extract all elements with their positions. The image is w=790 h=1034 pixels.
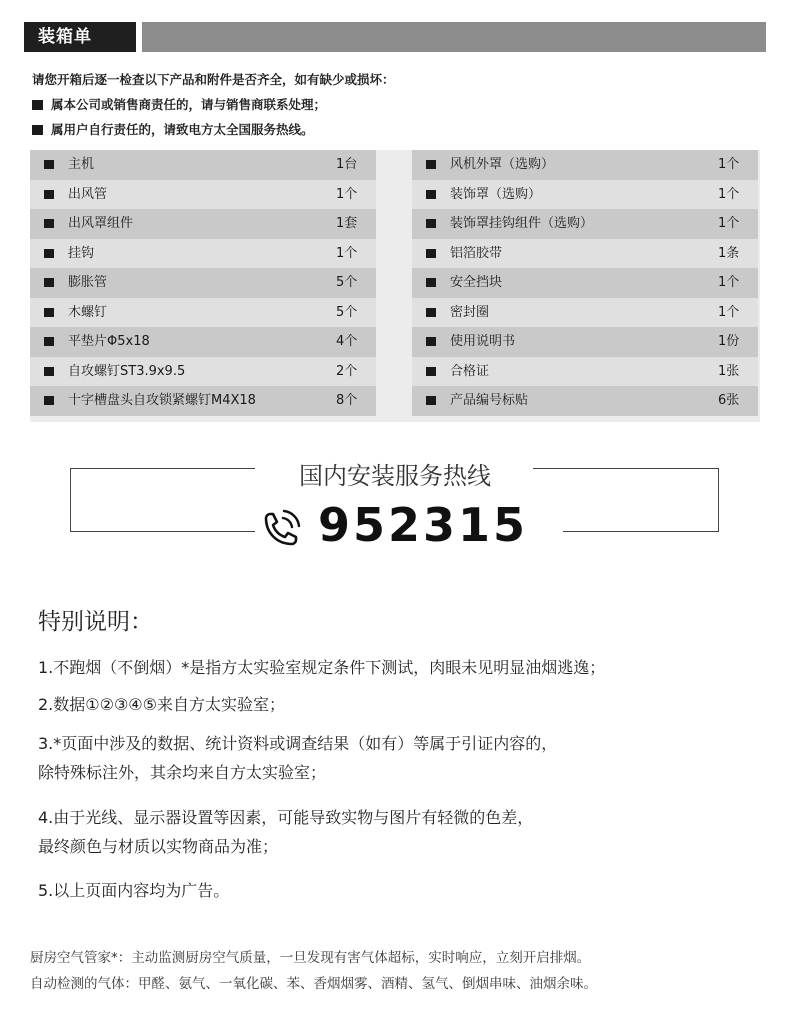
list-item <box>412 357 758 387</box>
intro-line-2 <box>32 95 326 113</box>
list-item <box>412 327 758 357</box>
list-item <box>412 239 758 269</box>
item-qty: 1个 <box>718 216 740 231</box>
note-3-line-1: 3.*页面中涉及的数据、统计资料或调查结果（如有）等属于引证内容的， <box>38 734 558 753</box>
list-item <box>30 298 376 328</box>
item-name: 风机外罩（选购） <box>450 157 555 172</box>
bullet-square-icon <box>426 396 436 405</box>
item-name: 出风管 <box>68 186 108 202</box>
item-qty: 1个 <box>718 304 740 320</box>
bullet-square-icon <box>32 100 43 110</box>
bullet-square-icon <box>426 249 436 258</box>
item-qty: 4个 <box>336 334 358 349</box>
list-item <box>30 150 376 180</box>
bullet-square-icon <box>44 190 54 199</box>
item-name: 密封圈 <box>450 304 490 320</box>
intro-line-2-text: 属本公司或销售商责任的，请与销售商联系处理； <box>51 97 327 112</box>
bullet-square-icon <box>426 367 436 376</box>
bullet-square-icon <box>426 337 436 346</box>
item-qty: 1套 <box>336 216 358 231</box>
bullet-square-icon <box>426 219 436 228</box>
packing-list-right-column <box>412 150 758 416</box>
note-4-line-2: 最终颜色与材质以实物商品为准； <box>38 837 279 856</box>
frame-line-top-right <box>533 468 719 469</box>
frame-line-bottom-right <box>563 531 719 532</box>
item-name: 平垫片Φ5x18 <box>68 334 150 349</box>
item-name: 铝箔胶带 <box>450 245 503 261</box>
item-name: 出风罩组件 <box>68 216 134 231</box>
bullet-square-icon <box>426 278 436 287</box>
item-name: 合格证 <box>450 363 490 379</box>
list-item <box>30 357 376 387</box>
note-2: 2.数据①②③④⑤来自方太实验室； <box>38 695 285 714</box>
item-qty: 6张 <box>718 393 740 408</box>
bullet-square-icon <box>44 396 54 405</box>
item-qty: 1台 <box>336 157 358 172</box>
list-item <box>412 150 758 180</box>
list-item <box>30 327 376 357</box>
item-qty: 1条 <box>718 245 740 261</box>
packing-list-left-column <box>30 150 376 416</box>
list-item <box>30 386 376 416</box>
bullet-square-icon <box>44 337 54 346</box>
list-item <box>412 268 758 298</box>
item-qty: 8个 <box>336 393 358 408</box>
item-name: 装饰罩挂钩组件（选购） <box>450 216 594 231</box>
item-qty: 1张 <box>718 363 740 379</box>
item-qty: 5个 <box>336 275 358 290</box>
item-name: 自攻螺钉ST3.9x9.5 <box>68 363 186 379</box>
notes-title: 特别说明： <box>38 609 153 635</box>
packing-list-header <box>24 22 766 52</box>
list-item <box>30 180 376 210</box>
item-name: 安全挡块 <box>450 275 503 290</box>
frame-line-bottom-left <box>70 531 255 532</box>
intro-line-3-text: 属用户自行责任的，请致电方太全国服务热线。 <box>51 122 314 137</box>
note-1: 1.不跑烟（不倒烟）*是指方太实验室规定条件下测试，肉眼未见明显油烟逃逸； <box>38 658 606 677</box>
item-qty: 1份 <box>718 334 740 349</box>
packing-list-title: 装箱单 <box>24 22 136 52</box>
item-qty: 2个 <box>336 363 358 379</box>
bullet-square-icon <box>44 249 54 258</box>
bullet-square-icon <box>426 160 436 169</box>
item-name: 使用说明书 <box>450 334 516 349</box>
note-3-line-2: 除特殊标注外，其余均来自方太实验室； <box>38 763 327 782</box>
bullet-square-icon <box>44 367 54 376</box>
item-name: 木螺钉 <box>68 304 108 320</box>
list-item <box>30 209 376 239</box>
list-item <box>30 268 376 298</box>
item-qty: 1个 <box>718 186 740 202</box>
bullet-square-icon <box>44 219 54 228</box>
frame-line-left <box>70 468 71 532</box>
list-item <box>412 180 758 210</box>
hotline-number: 952315 <box>318 498 529 552</box>
list-item <box>30 239 376 269</box>
intro-line-1: 请您开箱后逐一检查以下产品和附件是否齐全，如有缺少或损坏： <box>32 72 395 87</box>
frame-line-top-left <box>70 468 255 469</box>
item-name: 膨胀管 <box>68 275 108 290</box>
item-name: 装饰罩（选购） <box>450 186 542 202</box>
item-name: 产品编号标贴 <box>450 393 529 408</box>
item-name: 挂钩 <box>68 245 95 261</box>
note-5: 5.以上页面内容均为广告。 <box>38 881 230 900</box>
footer-line-2: 自动检测的气体：甲醛、氨气、一氧化碳、苯、香烟烟雾、酒精、氢气、倒烟串味、油烟余味。 <box>30 976 597 992</box>
header-bar <box>142 22 766 52</box>
list-item <box>412 386 758 416</box>
item-qty: 1个 <box>718 157 740 172</box>
item-qty: 1个 <box>718 275 740 290</box>
bullet-square-icon <box>44 160 54 169</box>
item-name: 主机 <box>68 157 95 172</box>
item-qty: 5个 <box>336 304 358 320</box>
footer-line-1: 厨房空气管家*：主动监测厨房空气质量，一旦发现有害气体超标，实时响应，立刻开启排烟。 <box>30 950 591 966</box>
bullet-square-icon <box>426 308 436 317</box>
packing-list-table <box>30 150 760 422</box>
list-item <box>412 298 758 328</box>
list-item <box>412 209 758 239</box>
intro-line-3 <box>32 120 314 138</box>
bullet-square-icon <box>32 125 43 135</box>
item-name: 十字槽盘头自攻锁紧螺钉M4X18 <box>68 393 256 408</box>
bullet-square-icon <box>44 308 54 317</box>
phone-icon <box>257 506 303 552</box>
note-4-line-1: 4.由于光线、显示器设置等因素，可能导致实物与图片有轻微的色差， <box>38 808 534 827</box>
bullet-square-icon <box>426 190 436 199</box>
item-qty: 1个 <box>336 186 358 202</box>
hotline-title: 国内安装服务热线 <box>299 462 491 490</box>
bullet-square-icon <box>44 278 54 287</box>
item-qty: 1个 <box>336 245 358 261</box>
frame-line-right <box>718 468 719 532</box>
